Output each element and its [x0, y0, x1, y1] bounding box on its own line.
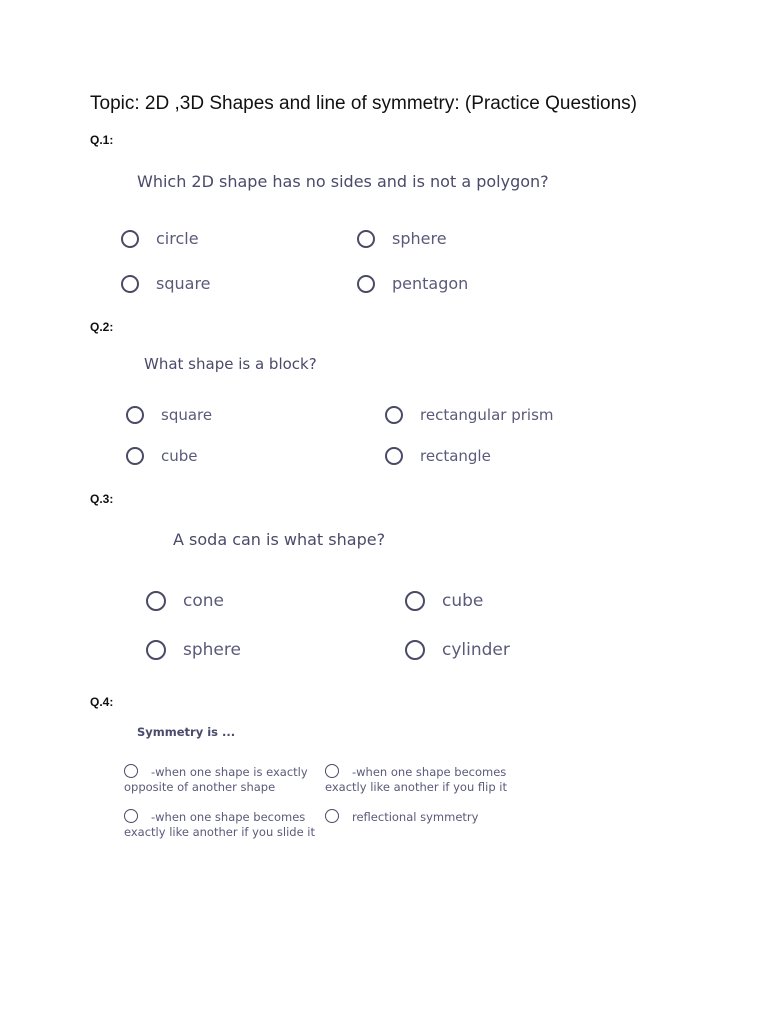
radio-button[interactable]	[121, 275, 139, 293]
radio-button[interactable]	[357, 230, 375, 248]
q1-option-sphere[interactable]	[357, 229, 447, 248]
option-label: pentagon	[392, 274, 469, 293]
question-text-2: What shape is a block?	[144, 355, 317, 373]
option-label: sphere	[183, 640, 241, 660]
question-text-4: Symmetry is ...	[137, 725, 236, 739]
option-label: -when one shape becomes exactly like another if you slide it	[124, 810, 316, 839]
q2-option-rectangle[interactable]	[385, 447, 491, 465]
radio-button[interactable]	[124, 809, 138, 823]
option-label: cube	[161, 447, 198, 465]
q1-option-square[interactable]	[121, 274, 211, 293]
option-label: cylinder	[442, 640, 510, 660]
q1-option-circle[interactable]	[121, 229, 199, 248]
q4-option-slide[interactable]	[124, 809, 320, 840]
q3-option-sphere[interactable]	[146, 640, 241, 660]
option-label: rectangle	[420, 447, 491, 465]
radio-button[interactable]	[357, 275, 375, 293]
q2-option-rectangular-prism[interactable]	[385, 406, 554, 424]
question-text-3: A soda can is what shape?	[173, 530, 386, 549]
page-title: Topic: 2D ,3D Shapes and line of symmetry: (Practice Questions)	[90, 93, 638, 114]
option-label: reflectional symmetry	[352, 810, 479, 824]
radio-button[interactable]	[126, 406, 144, 424]
q3-option-cube[interactable]	[405, 591, 483, 611]
radio-button[interactable]	[405, 591, 425, 611]
q3-option-cone[interactable]	[146, 591, 224, 611]
q4-option-opposite[interactable]	[124, 764, 320, 795]
radio-button[interactable]	[405, 640, 425, 660]
radio-button[interactable]	[146, 591, 166, 611]
option-label: cone	[183, 591, 224, 611]
radio-button[interactable]	[146, 640, 166, 660]
radio-button[interactable]	[385, 406, 403, 424]
option-label: rectangular prism	[420, 406, 554, 424]
q3-option-cylinder[interactable]	[405, 640, 510, 660]
option-label: square	[161, 406, 213, 424]
q4-option-reflectional[interactable]	[325, 809, 525, 825]
option-label: circle	[156, 229, 199, 248]
question-number-4: Q.4:	[90, 695, 114, 709]
question-number-2: Q.2:	[90, 320, 114, 334]
q2-option-square[interactable]	[126, 406, 212, 424]
option-label: -when one shape becomes exactly like another if you flip it	[325, 765, 507, 794]
q4-option-flip[interactable]	[325, 764, 525, 795]
radio-button[interactable]	[121, 230, 139, 248]
option-label: square	[156, 274, 211, 293]
option-label: cube	[442, 591, 484, 611]
radio-button[interactable]	[385, 447, 403, 465]
radio-button[interactable]	[325, 764, 339, 778]
q2-option-cube[interactable]	[126, 447, 198, 465]
radio-button[interactable]	[126, 447, 144, 465]
radio-button[interactable]	[325, 809, 339, 823]
q1-option-pentagon[interactable]	[357, 274, 468, 293]
question-number-1: Q.1:	[90, 133, 114, 147]
option-label: sphere	[392, 229, 447, 248]
option-label: -when one shape is exactly opposite of another shape	[124, 765, 308, 794]
radio-button[interactable]	[124, 764, 138, 778]
question-number-3: Q.3:	[90, 492, 114, 506]
question-text-1: Which 2D shape has no sides and is not a polygon?	[137, 172, 549, 191]
